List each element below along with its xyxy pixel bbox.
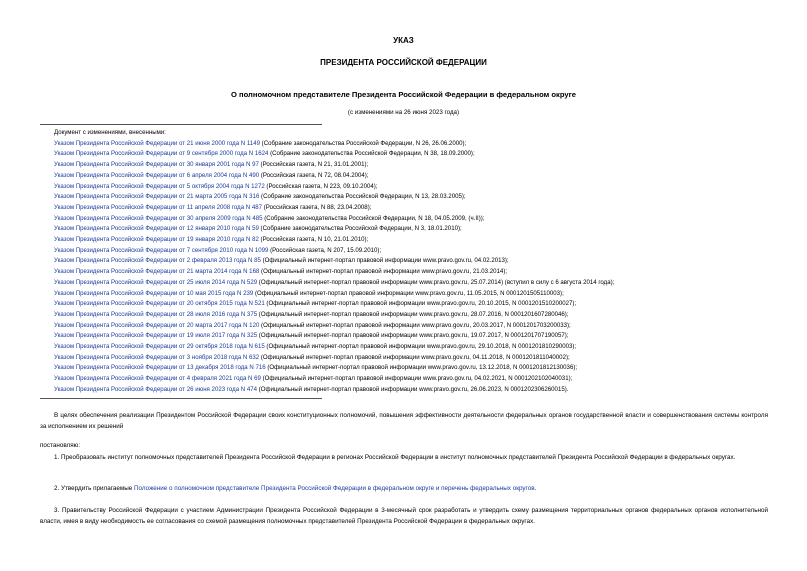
change-item [54, 235, 794, 246]
amendment-link[interactable]: Указом Президента Российской Федерации от 11 апреля 2008 года N 487 [54, 203, 263, 211]
amendment-link[interactable]: Указом Президента Российской Федерации от 28 июля 2016 года N 375 [54, 310, 258, 318]
amendment-source: (Официальный интернет-портал правовой информации www.pravo.gov.ru, 21.03.2014); [259, 268, 508, 276]
paragraph-2-start: 2. Утвердить прилагаемые [54, 485, 134, 492]
change-item [54, 203, 794, 214]
top-divider [40, 124, 322, 125]
amendment-source: (Официальный интернет-портал правовой информации www.pravo.gov.ru, 29.10.2018, N 0001201810290003); [264, 343, 577, 351]
amendment-source: (Собрание законодательства Российской Федерации, N 13, 28.03.2005); [259, 193, 466, 201]
paragraph-2 [40, 483, 768, 494]
change-item [54, 256, 794, 267]
change-item [54, 139, 794, 150]
amendment-link[interactable]: Указом Президента Российской Федерации от 21 марта 2014 года N 168 [54, 268, 260, 276]
amendment-link[interactable]: Указом Президента Российской Федерации от 6 апреля 2004 года N 490 [54, 171, 260, 179]
paragraph-3: 3. Правительству Российской Федерации с участием Администрации Президента Российской Федерации в 3-месячный срок разработать и утвердить схему размещения территориальных органов федеральных органов исполнительной власти, имея в виду необходимость ее согласования со схемой размещения полномочных представителей Президента Российской Федерации в федеральных округах. [40, 507, 768, 525]
changes-rows [54, 139, 794, 396]
change-item [54, 342, 794, 353]
amendment-source: (Официальный интернет-портал правовой информации www.pravo.gov.ru, 04.02.2021, N 0001202102040031); [260, 375, 573, 383]
amendment-link[interactable]: Указом Президента Российской Федерации от 30 января 2001 года N 97 [54, 161, 259, 169]
amendment-link[interactable]: Указом Президента Российской Федерации от 29 октября 2018 года N 615 [54, 343, 265, 351]
amendment-source: (Официальный интернет-портал правовой информации www.pravo.gov.ru, 19.07.2017, N 0001201707190057); [257, 332, 569, 340]
amendment-link[interactable]: Указом Президента Российской Федерации от 30 апреля 2009 года N 485 [54, 214, 263, 222]
amendment-link[interactable]: Указом Президента Российской Федерации от 21 марта 2005 года N 316 [54, 193, 260, 201]
amendment-source: (Собрание законодательства Российской Федерации, N 26, 26.06.2000); [259, 139, 467, 147]
change-item [54, 182, 794, 193]
changes-list [54, 128, 794, 396]
amendment-source: (Российская газета, N 10, 21.01.2010); [258, 236, 369, 244]
paragraph-1: 1. Преобразовать институт полномочных представителей Президента Российской Федерации в регионах Российской Федерации в институт полномочных представителей Президента Российской Федерации в федеральных округах. [54, 454, 736, 461]
change-item [54, 321, 794, 332]
amendment-link[interactable]: Указом Президента Российской Федерации от 19 января 2010 года N 82 [54, 236, 259, 244]
amendment-source: (Собрание законодательства Российской Федерации, N 3, 18.01.2010); [258, 225, 462, 233]
amendment-link[interactable]: Указом Президента Российской Федерации от 10 мая 2015 года N 239 [54, 289, 254, 297]
change-item [54, 214, 794, 225]
amendment-link[interactable]: Указом Президента Российской Федерации от 2 февраля 2013 года N 85 [54, 257, 261, 265]
amendment-link[interactable]: Указом Президента Российской Федерации от 25 июля 2014 года N 529 [54, 278, 258, 286]
president-heading: ПРЕЗИДЕНТА РОССИЙСКОЙ ФЕДЕРАЦИИ [320, 58, 487, 67]
edition-note: (с изменениями на 26 июня 2023 года) [347, 109, 460, 116]
amendment-source: (Российская газета, N 88, 23.04.2008); [262, 203, 372, 211]
change-item [54, 299, 794, 310]
amendment-source: (Официальный интернет-портал правовой информации www.pravo.gov.ru, 25.07.2014) (вступил в силу с 6 августа 2014 года); [257, 278, 615, 286]
change-item [54, 374, 794, 385]
change-item [54, 278, 794, 289]
change-item [54, 224, 794, 235]
amendment-link[interactable]: Указом Президента Российской Федерации от 3 ноября 2018 года N 632 [54, 353, 260, 361]
amendment-source: (Собрание законодательства Российской Федерации, N 18, 04.05.2009, (ч.II)); [262, 214, 485, 222]
amendment-source: (Официальный интернет-портал правовой информации www.pravo.gov.ru, 20.03.2017, N 0001201703200033); [259, 321, 571, 329]
change-item [54, 331, 794, 342]
amendment-source: (Российская газета, N 72, 08.04.2004); [259, 171, 369, 179]
change-item [54, 246, 794, 257]
amendment-link[interactable]: Указом Президента Российской Федерации от 26 июня 2023 года N 474 [54, 385, 258, 393]
amendment-link[interactable]: Указом Президента Российской Федерации от 12 января 2010 года N 59 [54, 225, 259, 233]
amendment-link[interactable]: Указом Президента Российской Федерации от 7 сентября 2010 года N 1099 [54, 246, 269, 254]
amendment-source: (Официальный интернет-портал правовой информации www.pravo.gov.ru, 11.05.2015, N 0001201505110003); [253, 289, 564, 297]
change-item [54, 160, 794, 171]
change-item [54, 363, 794, 374]
change-item [54, 385, 794, 396]
amendment-link[interactable]: Указом Президента Российской Федерации от 21 июня 2000 года N 1149 [54, 139, 260, 147]
regulation-link[interactable]: Положение о полномочном представителе Президента Российской Федерации в федеральном округе и перечень федеральных округов [134, 485, 535, 492]
amendment-link[interactable]: Указом Президента Российской Федерации от 5 октября 2004 года N 1272 [54, 182, 265, 190]
resolve-text: постановляю: [40, 442, 81, 449]
amendment-link[interactable]: Указом Президента Российской Федерации от 19 июля 2017 года N 325 [54, 332, 258, 340]
amendment-link[interactable]: Указом Президента Российской Федерации от 13 декабря 2018 года N 716 [54, 364, 266, 372]
change-item [54, 267, 794, 278]
changes-heading: Документ с изменениями, внесенными: [54, 129, 166, 136]
amendment-link[interactable]: Указом Президента Российской Федерации от 9 сентября 2000 года N 1624 [54, 150, 269, 158]
amendment-source: (Официальный интернет-портал правовой информации www.pravo.gov.ru, 20.10.2015, N 0001201510200027); [264, 300, 577, 308]
amendment-source: (Официальный интернет-портал правовой информации www.pravo.gov.ru, 04.02.2013); [260, 257, 509, 265]
amendment-link[interactable]: Указом Президента Российской Федерации от 20 марта 2017 года N 120 [54, 321, 260, 329]
amendment-link[interactable]: Указом Президента Российской Федерации от 20 октября 2015 года N 521 [54, 300, 265, 308]
change-item [54, 310, 794, 321]
amendment-source: (Собрание законодательства Российской Федерации, N 38, 18.09.2000); [268, 150, 475, 158]
paragraph-2-end: . [534, 485, 537, 492]
amendment-source: (Официальный интернет-портал правовой информации www.pravo.gov.ru, 13.12.2018, N 0001201812130036); [265, 364, 578, 372]
amendment-source: (Российская газета, N 223, 09.10.2004); [264, 182, 378, 190]
change-item [54, 149, 794, 160]
amendment-source: (Российская газета, N 21, 31.01.2001); [258, 161, 369, 169]
bottom-divider [40, 398, 322, 399]
amendment-source: (Российская газета, N 207, 15.09.2010); [268, 246, 382, 254]
amendment-source: (Официальный интернет-портал правовой информации www.pravo.gov.ru, 28.07.2016, N 0001201607280046); [257, 310, 569, 318]
amendment-link[interactable]: Указом Президента Российской Федерации от 4 февраля 2021 года N 69 [54, 375, 261, 383]
amendment-source: (Официальный интернет-портал правовой информации www.pravo.gov.ru, 04.11.2018, N 0001201811040002); [259, 353, 570, 361]
change-item [54, 171, 794, 182]
decree-heading: УКАЗ [393, 36, 414, 45]
document-title: О полномочном представителе Президента Российской Федерации в федеральном округе [231, 90, 576, 99]
change-item [54, 192, 794, 203]
amendment-source: (Официальный интернет-портал правовой информации www.pravo.gov.ru, 26.06.2023, N 0001202306260015). [257, 385, 569, 393]
change-item [54, 289, 794, 300]
change-item [54, 353, 794, 364]
intro-paragraph: В целях обеспечения реализации Президентом Российской Федерации своих конституционных полномочий, повышения эффективности деятельности федеральных органов государственной власти и совершенствования системы контроля за исполнением их решений [40, 412, 768, 430]
